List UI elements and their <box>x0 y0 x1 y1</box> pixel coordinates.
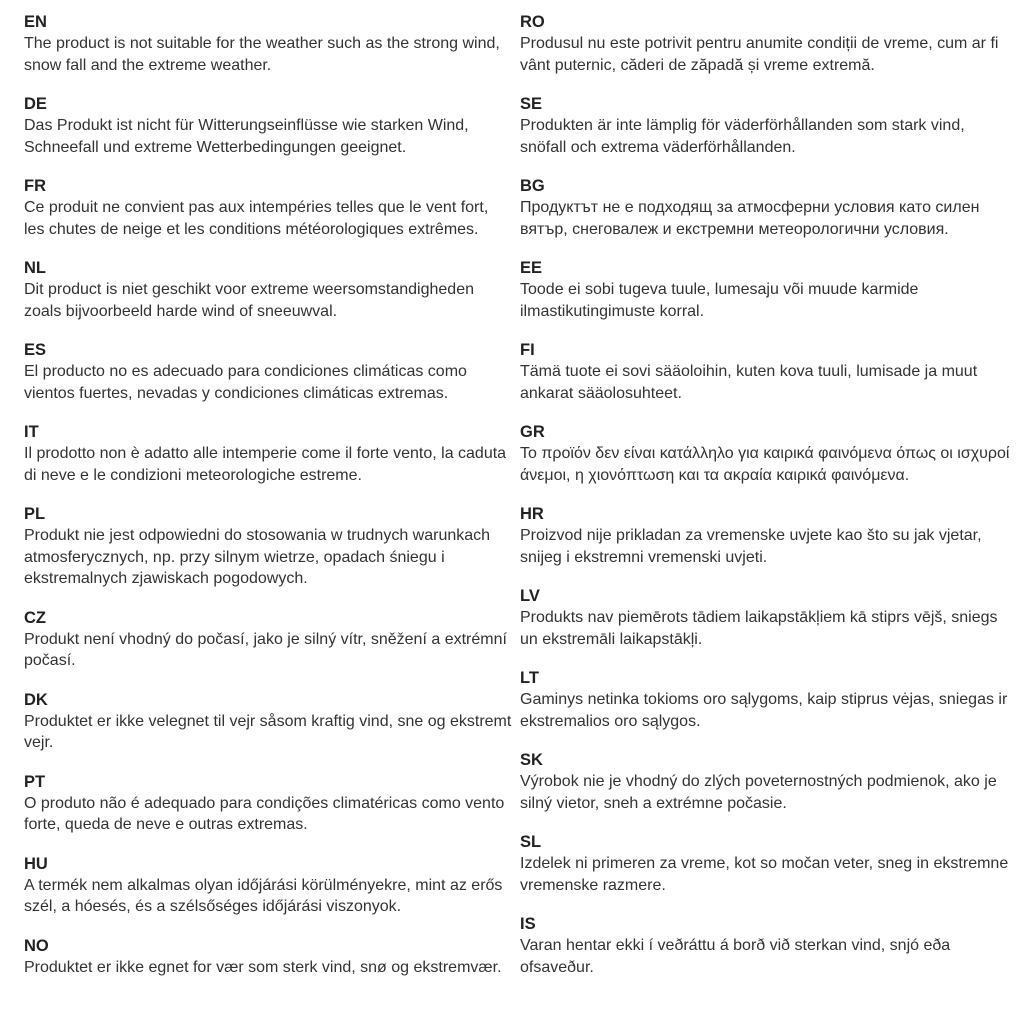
language-text: Das Produkt ist nicht für Witterungseinflüsse wie starken Wind, Schneefall und extreme Wetterbedingungen geeignet. <box>24 117 469 156</box>
language-code: PL <box>24 505 46 523</box>
language-text: Produktet er ikke egnet for vær som sterk vind, snø og ekstremvær. <box>24 958 502 976</box>
language-text: The product is not suitable for the weather such as the strong wind, snow fall and the extreme weather. <box>24 35 500 74</box>
language-section-is <box>520 914 1012 978</box>
language-section-gr <box>520 422 1012 486</box>
language-section-it <box>24 422 512 486</box>
language-section-se <box>520 94 1012 158</box>
left-column <box>24 12 512 1024</box>
language-code: BG <box>520 177 545 195</box>
language-text: Il prodotto non è adatto alle intemperie come il forte vento, la caduta di neve e le condizioni meteorologiche estreme. <box>24 445 507 484</box>
language-section-pt <box>24 772 512 836</box>
language-text: A termék nem alkalmas olyan időjárási körülményekre, mint az erős szél, a hóesés, és a szélsőséges időjárási viszonyok. <box>24 876 503 915</box>
language-section-en <box>24 12 512 76</box>
language-section-dk <box>24 690 512 754</box>
language-section-fi <box>520 340 1012 404</box>
language-section-lt <box>520 668 1012 732</box>
language-text: Tämä tuote ei sovi sääoloihin, kuten kova tuuli, lumisade ja muut ankarat sääolosuhteet. <box>520 363 978 402</box>
language-code: EE <box>520 259 543 277</box>
language-section-ee <box>520 258 1012 322</box>
language-section-es <box>24 340 512 404</box>
language-text: Ce produit ne convient pas aux intempéries telles que le vent fort, les chutes de neige et les conditions météorologiques extrêmes. <box>24 199 489 238</box>
language-section-hr <box>520 504 1012 568</box>
language-code: IS <box>520 915 536 933</box>
language-code: CZ <box>24 608 46 627</box>
language-section-de <box>24 94 512 158</box>
language-text: Výrobok nie je vhodný do zlých poveternostných podmienok, ako je silný vietor, sneh a extrémne počasie. <box>520 773 997 812</box>
language-text: Το προϊόν δεν είναι κατάλληλο για καιρικά φαινόμενα όπως οι ισχυροί άνεμοι, η χιονόπτωση και τα ακραία καιρικά φαινόμενα. <box>520 445 1010 484</box>
language-text: Proizvod nije prikladan za vremenske uvjete kao što su jak vjetar, snijeg i ekstremni vremenski uvjeti. <box>520 527 982 566</box>
language-text: Produkts nav piemērots tādiem laikapstākļiem kā stiprs vējš, sniegs un ekstremāli laikapstākļi. <box>520 609 998 648</box>
language-section-sk <box>520 750 1012 814</box>
language-code: HU <box>24 854 48 873</box>
language-code: DE <box>24 95 47 113</box>
language-text: El producto no es adecuado para condiciones climáticas como vientos fuertes, nevadas y condiciones climáticas extremas. <box>24 363 467 402</box>
language-section-lv <box>520 586 1012 650</box>
language-code: LT <box>520 669 539 687</box>
language-section-ro <box>520 12 1012 76</box>
language-code: SK <box>520 751 543 769</box>
language-section-nl <box>24 258 512 322</box>
language-code: SL <box>520 833 542 851</box>
language-code: HR <box>520 505 544 523</box>
language-code: SE <box>520 95 543 113</box>
language-text: Produsul nu este potrivit pentru anumite condiții de vreme, cum ar fi vânt puternic, căderi de zăpadă și vreme extremă. <box>520 35 999 74</box>
language-text: Izdelek ni primeren za vreme, kot so močan veter, sneg in ekstremne vremenske razmere. <box>520 855 1009 894</box>
language-code: RO <box>520 13 545 31</box>
language-code: GR <box>520 423 545 441</box>
language-text: Produktet er ikke velegnet til vejr såsom kraftig vind, sne og ekstremt vejr. <box>24 712 512 751</box>
language-code: NO <box>24 936 49 955</box>
language-section-sl <box>520 832 1012 896</box>
language-code: IT <box>24 423 39 441</box>
language-code: LV <box>520 587 540 605</box>
language-code: EN <box>24 13 47 31</box>
language-code: NL <box>24 259 46 277</box>
language-text: Varan hentar ekki í veðráttu á borð við sterkan vind, snjó eða ofsaveður. <box>520 937 951 976</box>
language-section-fr <box>24 176 512 240</box>
language-section-bg <box>520 176 1012 240</box>
language-code: FI <box>520 341 535 359</box>
right-column <box>520 12 1012 1024</box>
language-text: O produto não é adequado para condições climatéricas como vento forte, queda de neve e outras extremas. <box>24 794 505 833</box>
language-section-cz <box>24 608 512 672</box>
language-code: DK <box>24 690 48 709</box>
language-code: ES <box>24 341 47 359</box>
language-text: Produkt není vhodný do počasí, jako je silný vítr, sněžení a extrémní počasí. <box>24 630 507 669</box>
language-section-no <box>24 936 512 979</box>
language-section-pl <box>24 504 512 590</box>
language-section-hu <box>24 854 512 918</box>
language-code: FR <box>24 177 46 195</box>
language-text: Produkt nie jest odpowiedni do stosowania w trudnych warunkach atmosferycznych, np. przy silnym wietrze, opadach śniegu i ekstremalnych zjawiskach pogodowych. <box>24 527 491 587</box>
language-code: PT <box>24 772 46 791</box>
language-text: Gaminys netinka tokioms oro sąlygoms, kaip stiprus vėjas, sniegas ir ekstremalios oro sąlygos. <box>520 691 1008 730</box>
language-text: Продуктът не е подходящ за атмосферни условия като силен вятър, снеговалеж и екстремни метеорологични условия. <box>520 199 980 238</box>
language-text: Toode ei sobi tugeva tuule, lumesaju või muude karmide ilmastikutingimuste korral. <box>520 281 919 320</box>
language-text: Dit product is niet geschikt voor extreme weersomstandigheden zoals bijvoorbeeld harde wind of sneeuwval. <box>24 281 474 320</box>
language-text: Produkten är inte lämplig för väderförhållanden som stark vind, snöfall och extrema väderförhållanden. <box>520 117 965 156</box>
